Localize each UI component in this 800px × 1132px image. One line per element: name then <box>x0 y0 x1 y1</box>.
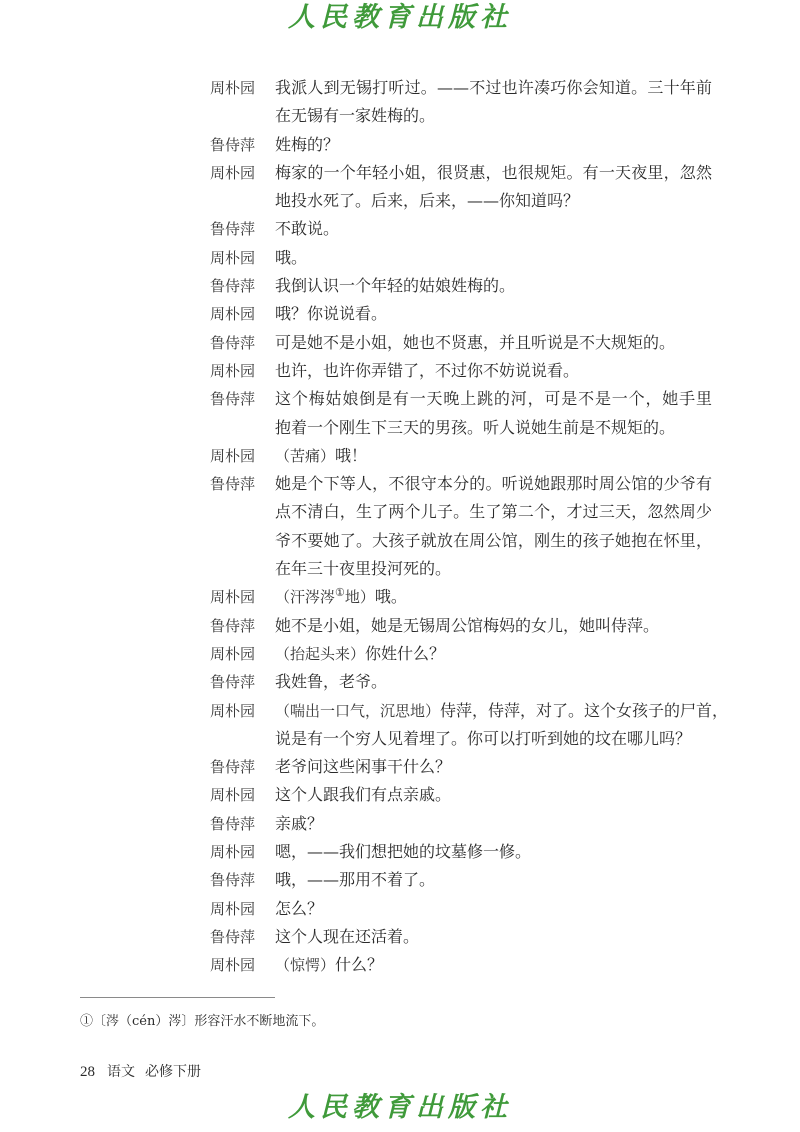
speaker-name: 鲁侍萍 <box>210 333 256 352</box>
text-line: 说是有一个穷人见着埋了。你可以打听到她的坟在哪儿吗？ <box>275 728 692 748</box>
speech-text <box>275 697 729 754</box>
speech-row <box>210 583 720 611</box>
book-volume: 必修下册 <box>145 1064 201 1080</box>
text-line <box>275 697 729 725</box>
speaker-name: 周朴园 <box>210 446 256 465</box>
speech-text <box>275 272 712 300</box>
publisher-logo-top: 人民教育出版社 <box>288 2 512 33</box>
text-line: 嗯，——我们想把她的坟墓修一修。 <box>275 842 532 862</box>
footnote-divider <box>80 997 275 998</box>
speaker-name: 鲁侍萍 <box>210 277 256 296</box>
speech-text <box>275 923 712 951</box>
speech-text <box>275 951 712 979</box>
speech-text <box>275 810 712 838</box>
speech-row <box>210 781 720 809</box>
speaker-name: 鲁侍萍 <box>210 220 256 239</box>
speech-row <box>210 697 729 754</box>
speech-row <box>210 385 720 442</box>
speaker-name: 鲁侍萍 <box>210 616 256 635</box>
text-line: 我派人到无锡打听过。——不过也许凑巧你会知道。三十年前 <box>275 78 712 97</box>
footnote <box>80 1012 324 1032</box>
stage-direction: （抬起头来） <box>275 644 366 663</box>
speaker-name: 周朴园 <box>210 956 256 975</box>
speech-text <box>275 781 712 809</box>
speaker-name: 周朴园 <box>210 701 256 720</box>
text-line: 老爷问这些闲事干什么？ <box>275 757 452 777</box>
speech-row <box>210 951 720 979</box>
speech-text <box>275 640 712 668</box>
speech-text <box>275 866 712 894</box>
stage-direction: 地） <box>344 588 375 607</box>
spoken-text: 你姓什么？ <box>365 643 446 663</box>
speaker-name: 鲁侍萍 <box>210 673 256 692</box>
speaker-name: 鲁侍萍 <box>210 814 256 833</box>
spoken-text: 哦。 <box>374 587 407 607</box>
speaker-name: 周朴园 <box>210 248 256 267</box>
text-line: 点不清白，生了两个儿子。生了第二个，才过三天，忽然周少 <box>275 502 712 522</box>
text-line: 我倒认识一个年轻的姑娘姓梅的。 <box>275 276 516 296</box>
speaker-name: 周朴园 <box>210 361 256 380</box>
speech-row <box>210 470 720 583</box>
text-line: 怎么？ <box>275 898 324 918</box>
speaker-name: 鲁侍萍 <box>210 758 256 777</box>
speech-row <box>210 923 720 951</box>
text-line: 哦。 <box>275 247 308 267</box>
text-line: 我姓鲁，老爷。 <box>275 672 388 692</box>
footnote-text: 〔涔（cén）涔〕形容汗水不断地流下。 <box>93 1014 325 1029</box>
speech-text <box>275 470 712 583</box>
text-line: 哦？你说说看。 <box>275 304 388 324</box>
speaker-name: 周朴园 <box>210 843 256 862</box>
text-line <box>275 640 712 668</box>
speaker-name: 周朴园 <box>210 305 256 324</box>
speech-text <box>275 131 712 159</box>
speaker-name: 周朴园 <box>210 644 256 663</box>
page-number: 28 <box>80 1064 95 1080</box>
stage-direction: （汗涔涔 <box>275 588 336 607</box>
speech-text <box>275 668 712 696</box>
text-line: 梅家的一个年轻小姐，很贤惠，也很规矩。有一天夜里，忽然 <box>275 162 712 182</box>
speech-row <box>210 272 720 300</box>
text-line: 在无锡有一家姓梅的。 <box>275 106 436 126</box>
text-line: 也许，也许你弄错了，不过你不妨说说看。 <box>275 360 580 380</box>
text-line: 地投水死了。后来，后来，——你知道吗？ <box>275 191 580 211</box>
speech-text <box>275 385 712 442</box>
speaker-name: 周朴园 <box>210 588 256 607</box>
speaker-name: 鲁侍萍 <box>210 135 256 154</box>
speech-row <box>210 753 720 781</box>
speaker-name: 周朴园 <box>210 899 256 918</box>
text-line: 可是她不是小姐，她也不贤惠，并且听说是不大规矩的。 <box>275 332 676 352</box>
dialogue-body <box>210 74 729 980</box>
speech-row <box>210 159 720 216</box>
speech-text <box>275 838 712 866</box>
speech-row <box>210 640 720 668</box>
speech-row <box>210 131 720 159</box>
speech-text <box>275 583 712 611</box>
speech-row <box>210 329 720 357</box>
speaker-name: 周朴园 <box>210 79 256 97</box>
speech-row <box>210 612 720 640</box>
speech-row <box>210 668 720 696</box>
speech-row <box>210 300 720 328</box>
spoken-text: 哦！ <box>335 445 368 465</box>
stage-direction: （苦痛） <box>275 446 336 465</box>
speech-text <box>275 895 712 923</box>
text-line: 爷不要她了。大孩子就放在周公馆，刚生的孩子她抱在怀里， <box>275 530 712 550</box>
speech-row <box>210 810 720 838</box>
speech-row <box>210 74 720 131</box>
text-line: 不敢说。 <box>275 219 340 239</box>
speech-text <box>275 753 712 781</box>
text-line: 在年三十夜里投河死的。 <box>275 559 452 579</box>
speaker-name: 鲁侍萍 <box>210 475 256 494</box>
speech-row <box>210 215 720 243</box>
text-line <box>275 442 712 470</box>
stage-direction: （喘出一口气，沉思地） <box>275 701 441 720</box>
text-line <box>275 583 712 611</box>
text-line: 姓梅的？ <box>275 134 340 154</box>
speech-row <box>210 866 720 894</box>
spoken-text: 侍萍，侍萍，对了。这个女孩子的尸首， <box>440 700 729 720</box>
text-line: 抱着一个刚生下三天的男孩。听人说她生前是不规矩的。 <box>275 417 676 437</box>
speaker-name: 周朴园 <box>210 163 256 182</box>
speech-row <box>210 442 720 470</box>
speech-text <box>275 329 712 357</box>
text-line: 这个梅姑娘倒是有一天晚上跳的河，可是不是一个，她手里 <box>275 389 712 409</box>
speech-text <box>275 612 712 640</box>
speech-row <box>210 895 720 923</box>
stage-direction: （惊愕） <box>275 956 336 975</box>
speech-text <box>275 159 712 216</box>
speaker-name: 鲁侍萍 <box>210 390 256 409</box>
book-subject: 语文 <box>107 1064 135 1080</box>
footnote-marker: ① <box>80 1014 94 1029</box>
text-line: 哦，——那用不着了。 <box>275 870 436 890</box>
speech-row <box>210 357 720 385</box>
spoken-text: 什么？ <box>335 955 384 975</box>
text-line: 亲戚？ <box>275 813 324 833</box>
text-line: 她是个下等人，不很守本分的。听说她跟那时周公馆的少爷有 <box>275 474 712 494</box>
speech-row <box>210 838 720 866</box>
speaker-name: 周朴园 <box>210 786 256 805</box>
publisher-logo-bottom: 人民教育出版社 <box>288 1092 512 1123</box>
footnote-marker: ① <box>335 586 345 600</box>
text-line: 她不是小姐，她是无锡周公馆梅妈的女儿，她叫侍萍。 <box>275 615 660 635</box>
speech-text <box>275 215 712 243</box>
page-footer <box>80 1062 201 1082</box>
speech-text <box>275 357 712 385</box>
text-line: 这个人跟我们有点亲戚。 <box>275 785 452 805</box>
text-line <box>275 951 712 979</box>
text-line: 这个人现在还活着。 <box>275 926 420 946</box>
speech-text <box>275 442 712 470</box>
speech-text <box>275 244 712 272</box>
speech-text <box>275 74 712 131</box>
speech-text <box>275 300 712 328</box>
speaker-name: 鲁侍萍 <box>210 871 256 890</box>
speaker-name: 鲁侍萍 <box>210 927 256 946</box>
speech-row <box>210 244 720 272</box>
